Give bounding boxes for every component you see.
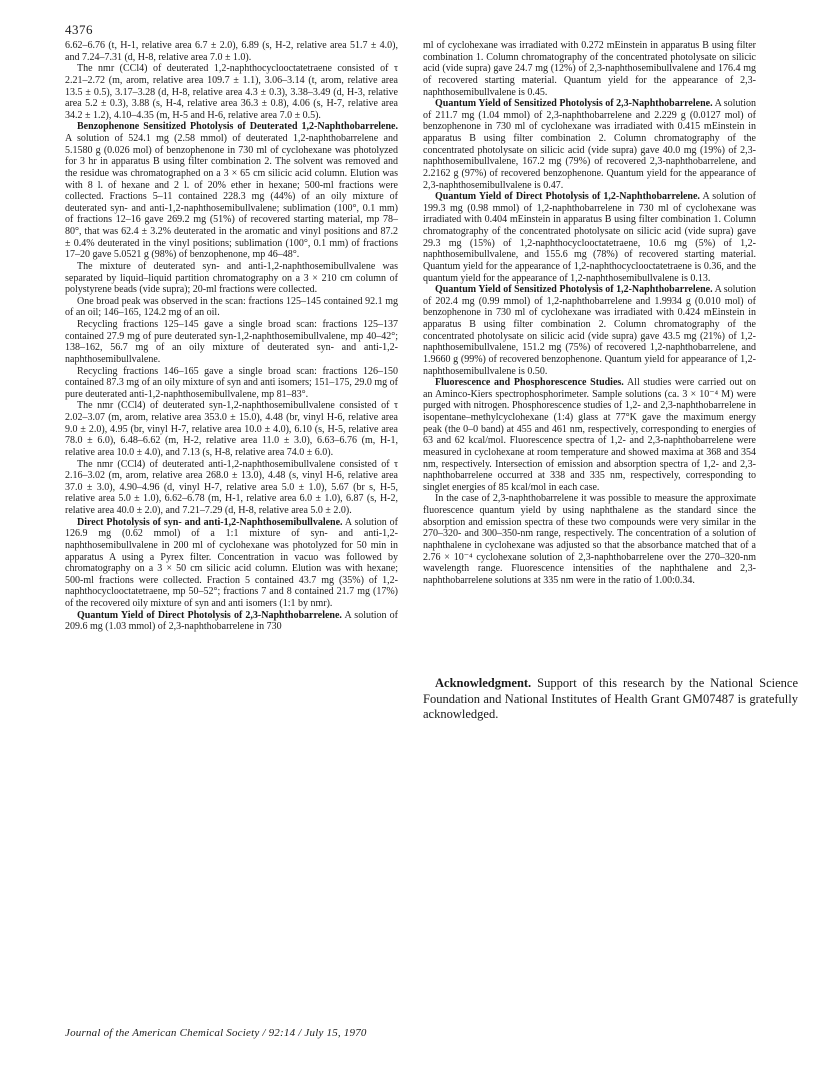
paragraph: [65, 517, 398, 610]
run-in-heading: Quantum Yield of Sensitized Photolysis of 2,3-Naphthobarrelene.: [435, 98, 713, 110]
paragraph: [65, 459, 398, 517]
run-in-heading: Quantum Yield of Sensitized Photolysis of 1,2-Naphthobarrelene.: [435, 284, 713, 296]
paragraph-text: The nmr (CCl4) of deuterated 1,2-naphthocyclooctatetraene consisted of τ 2.21–2.72 (m, arom, relative area 109.7 ± 1.1), 3.06–3.14 (t, arom, relative area 13.5 ± 0.5), 3.17–3.28 (d, H-8, relative area 4.3 ± 0.3), 3.38–3.49 (d, H-3, relative area 5.2 ± 0.3), 3.88 (s, H-4, relative area 36.3 ± 0.8), 4.06 (s, H-7, relative area 34.2 ± 1.2), 4.10–4.35 (m, H-5 and H-6, relative area 7.0 ± 0.5).: [65, 63, 398, 121]
paragraph: [423, 377, 756, 493]
run-in-heading: Benzophenone Sensitized Photolysis of Deuterated 1,2-Naphthobarrelene.: [77, 121, 398, 133]
paragraph: [423, 98, 756, 191]
paragraph-text: A solution of 524.1 mg (2.58 mmol) of deuterated 1,2-naphthobarrelene and 5.1580 g (0.026 mol) of benzophenone in 730 ml of cyclohexane was photolyzed for 3 hr in apparatus B using filter combination 2. The solvent was removed and the residue was chromatographed on a 3 × 65 cm silicic acid column. Elution was with 8 l. of hexane and 2 l. of 20% ether in hexane; 500-ml fractions were collected. Fractions 5–11 contained 228.3 mg (44%) of an oily mixture of deuterated syn- and anti-1,2-naphthosemibullvalene; sublimation (100°, 0.1 mm) of fractions 12–16 gave 269.2 mg (51%) of recovered starting material, mp 78–80°, that was 62.4 ± 3.2% deuterated in the aromatic and vinyl positions and 87.2 ± 0.4% deuterated in the vinyl positions; sublimation (100°, 0.1 mm) of fractions 17–20 gave 5.0521 g (98%) of benzophenone, mp 46–48°.: [65, 133, 398, 261]
paragraph: [65, 610, 398, 633]
paragraph: [65, 319, 398, 366]
paragraph: [423, 191, 756, 284]
paragraph: [65, 366, 398, 401]
paragraph-text: 6.62–6.76 (t, H-1, relative area 6.7 ± 2.0), 6.89 (s, H-2, relative area 51.7 ± 4.0), and 7.24–7.31 (d, H-8, relative area 7.0 ± 1.0).: [65, 40, 398, 63]
paragraph: [65, 40, 398, 63]
paragraph-text: All studies were carried out on an Aminco-Kiers spectrophosphorimeter. Sample solutions (ca. 3 × 10⁻⁴ M) were purged with nitrogen. Phosphorescence studies of 1,2- and 2,3-naphthobarrelene in isopentane–methylcyclohexane (1:4) glass at 77°K gave the maximum energy peak (the 0–0 band) at 455 and 461 nm, respectively, corresponding to energies of 63 and 62 kcal/mol. Fluorescence spectra of 1,2- and 2,3-naphthobarrelene were measured in cyclohexane at room temperature and showed maxima at 368 and 354 nm, respectively. Intersection of emission and absorption spectra of 1,2- and 2,3-naphthobarrelene occurred at 338 and 335 nm, respectively, corresponding to singlet energies of 85 kcal/mol in each case.: [423, 377, 756, 493]
paragraph-text: A solution of 199.3 mg (0.98 mmol) of 1,2-naphthobarrelene in 730 ml of cyclohexane was irradiated with 0.404 mEinstein in apparatus B using filter combination 1. Column chromatography of the concentrated photolysate on silicic acid (vide supra) gave 29.3 mg (15%) of 1,2-naphthocyclooctatetraene, 10.6 mg (5%) of 1,2-naphthosemibullvalene, and 155.6 mg (78%) of recovered starting material. Quantum yield for the appearance of 1,2-naphthocyclooctatetraene is 0.36, and the quantum yield for the appearance of 1,2-naphthosemibullvalene is 0.13.: [423, 191, 756, 284]
paragraph: [65, 296, 398, 319]
run-in-heading: Fluorescence and Phosphorescence Studies.: [435, 377, 624, 389]
acknowledgment-heading: Acknowledgment.: [435, 676, 532, 690]
page-number: 4376: [65, 22, 93, 37]
paragraph-text: The nmr (CCl4) of deuterated anti-1,2-naphthosemibullvalene consisted of τ 2.16–3.02 (m, arom, relative area 268.0 ± 13.0), 4.48 (s, vinyl H-6, relative area 37.0 ± 3.0), 4.90–4.96 (d, vinyl H-7, relative area 5.0 ± 1.0), 5.67 (br s, H-5, relative area 5.0 ± 1.0), 6.62–6.78 (m, H-1, relative area 6.0 ± 1.0), 6.87 (s, H-2, relative area 40.0 ± 2.0), and 7.21–7.29 (d, H-8, relative area 5.0 ± 2.0).: [65, 458, 398, 516]
paragraph-text: A solution of 202.4 mg (0.99 mmol) of 1,2-naphthobarrelene and 1.9934 g (0.010 mol) of benzophenone in 730 ml of cyclohexane was irradiated with 0.424 mEinstein in apparatus B using filter combination 2. Column chromatography of the concentrated photolysate on silicic acid (vide supra) gave 43.5 mg (21%) of 1,2-naphthosemibullvalene, 151.2 mg (75%) of recovered 1,2-naphthobarrelene, and 1.9660 g (99%) of recovered benzophenone. Quantum yield for appearance of 1,2-naphthosemibullvalene is 0.50.: [423, 284, 757, 377]
paragraph-text: ml of cyclohexane was irradiated with 0.272 mEinstein in apparatus B using filter combination 1. Column chromatography of the concentrated photolysate on silicic acid (vide supra) gave 24.7 mg (12%) of 2,3-naphthosemibullvalene and 176.4 mg of recovered starting material. Quantum yield for the appearance of 2,3-naphthosemibullvalene is 0.45.: [423, 40, 756, 98]
run-in-heading: Quantum Yield of Direct Photolysis of 2,3-Naphthobarrelene.: [77, 609, 342, 621]
paragraph: [65, 63, 398, 121]
paragraph-text: Recycling fractions 125–145 gave a single broad scan: fractions 125–137 contained 27.9 mg of pure deuterated syn-1,2-naphthosemibullvalene, mp 40–42°; 138–162, 56.7 mg of an oily mixture of deuterated syn- and anti-1,2-naphthosemibullvalene.: [65, 319, 398, 365]
right-column: [423, 40, 756, 586]
paragraph: [65, 261, 398, 296]
paragraph-text: A solution of 211.7 mg (1.04 mmol) of 2,3-naphthobarrelene and 2.229 g (0.0127 mol) of benzophenone in 730 ml of cyclohexane was irradiated with 0.415 mEinstein in apparatus B using filter combination 2. Column chromatography of the concentrated photolysate on silicic acid (vide supra) gave 40.0 mg (19%) of 2,3-naphthosemibullvalene, 167.2 mg (79%) of recovered 2,3-naphthobarrelene, and 2.2162 g (97%) of recovered benzophenone. Quantum yield for the appearance of 2,3-naphthosemibullvalene is 0.47.: [423, 98, 757, 191]
paragraph: [65, 400, 398, 458]
acknowledgment: [423, 676, 798, 723]
paragraph: [423, 40, 756, 98]
paragraph: [423, 284, 756, 377]
journal-citation-footer: Journal of the American Chemical Society / 92:14 / July 15, 1970: [65, 1027, 367, 1039]
paragraph: [65, 121, 398, 261]
paragraph-text: In the case of 2,3-naphthobarrelene it was possible to measure the approximate fluorescence quantum yield by using naphthalene as the standard since the absorption and emission spectra of these two compounds were very similar in the 270–320- and 300–350-nm range, respectively. The concentration of a solution of naphthalene in cyclohexane was adjusted so that the absorbance matched that of a 2.76 × 10⁻⁴ cyclohexane solution of 2,3-naphthobarrelene over the 270–320-nm wavelength range. Fluorescence intensities of the naphthalene and 2,3-naphthobarrelene solutions at 335 nm were in the ratio of 1.00:0.34.: [423, 493, 756, 586]
run-in-heading: Quantum Yield of Direct Photolysis of 1,2-Naphthobarrelene.: [435, 191, 700, 203]
run-in-heading: Direct Photolysis of syn- and anti-1,2-Naphthosemibullvalene.: [77, 516, 343, 528]
paragraph: [423, 493, 756, 586]
paragraph-text: A solution of 209.6 mg (1.03 mmol) of 2,3-naphthobarrelene in 730: [65, 609, 398, 633]
paragraph-text: Recycling fractions 146–165 gave a single broad scan: fractions 126–150 contained 87.3 mg of an oily mixture of syn and anti isomers; 151–175, 29.0 mg of pure deuterated anti-1,2-naphthosemibullvalene, mp 81–83°.: [65, 365, 398, 400]
paragraph-text: One broad peak was observed in the scan: fractions 125–145 contained 92.1 mg of an oil; 146–165, 124.2 mg of an oil.: [65, 295, 398, 319]
paragraph-text: A solution of 126.9 mg (0.62 mmol) of a 1:1 mixture of syn- and anti-1,2-naphthosemibullvalene in 200 ml of cyclohexane was photolyzed for 50 min in apparatus A using a Pyrex filter. Concentration in vacuo was followed by chromatography on a 3 × 50 cm silicic acid column. Elution was with hexane; 500-ml fractions were collected. Fraction 5 contained 43.7 mg (35%) of 1,2-naphthocyclooctatetraene, mp 50–52°; fractions 7 and 8 contained 21.7 mg (17%) of the recovered oily mixture of syn and anti isomers (1:1 by nmr).: [65, 516, 398, 609]
paragraph-text: The mixture of deuterated syn- and anti-1,2-naphthosemibullvalene was separated by liquid–liquid partition chromatography on a 3 × 210 cm column of polystyrene beads (vide supra); 20-ml fractions were collected.: [65, 260, 398, 296]
paragraph-text: The nmr (CCl4) of deuterated syn-1,2-naphthosemibullvalene consisted of τ 2.02–3.07 (m, arom, relative area 353.0 ± 15.0), 4.48 (br, vinyl H-6, relative area 9.0 ± 2.0), 4.95 (br, vinyl H-7, relative area 10.0 ± 4.0), 6.10 (s, H-5, relative area 78.0 ± 6.0), 6.48–6.62 (m, H-2, relative area 11.0 ± 3.0), 6.63–6.76 (m, H-1, relative area 10.0 ± 4.0), and 7.13 (s, H-8, relative area 74.0 ± 6.0).: [65, 400, 398, 458]
acknowledgment-text: Support of this research by the National Science Foundation and National Institutes of Health Grant GM07487 is gratefully acknowledged.: [423, 676, 799, 722]
left-column: [65, 40, 398, 633]
